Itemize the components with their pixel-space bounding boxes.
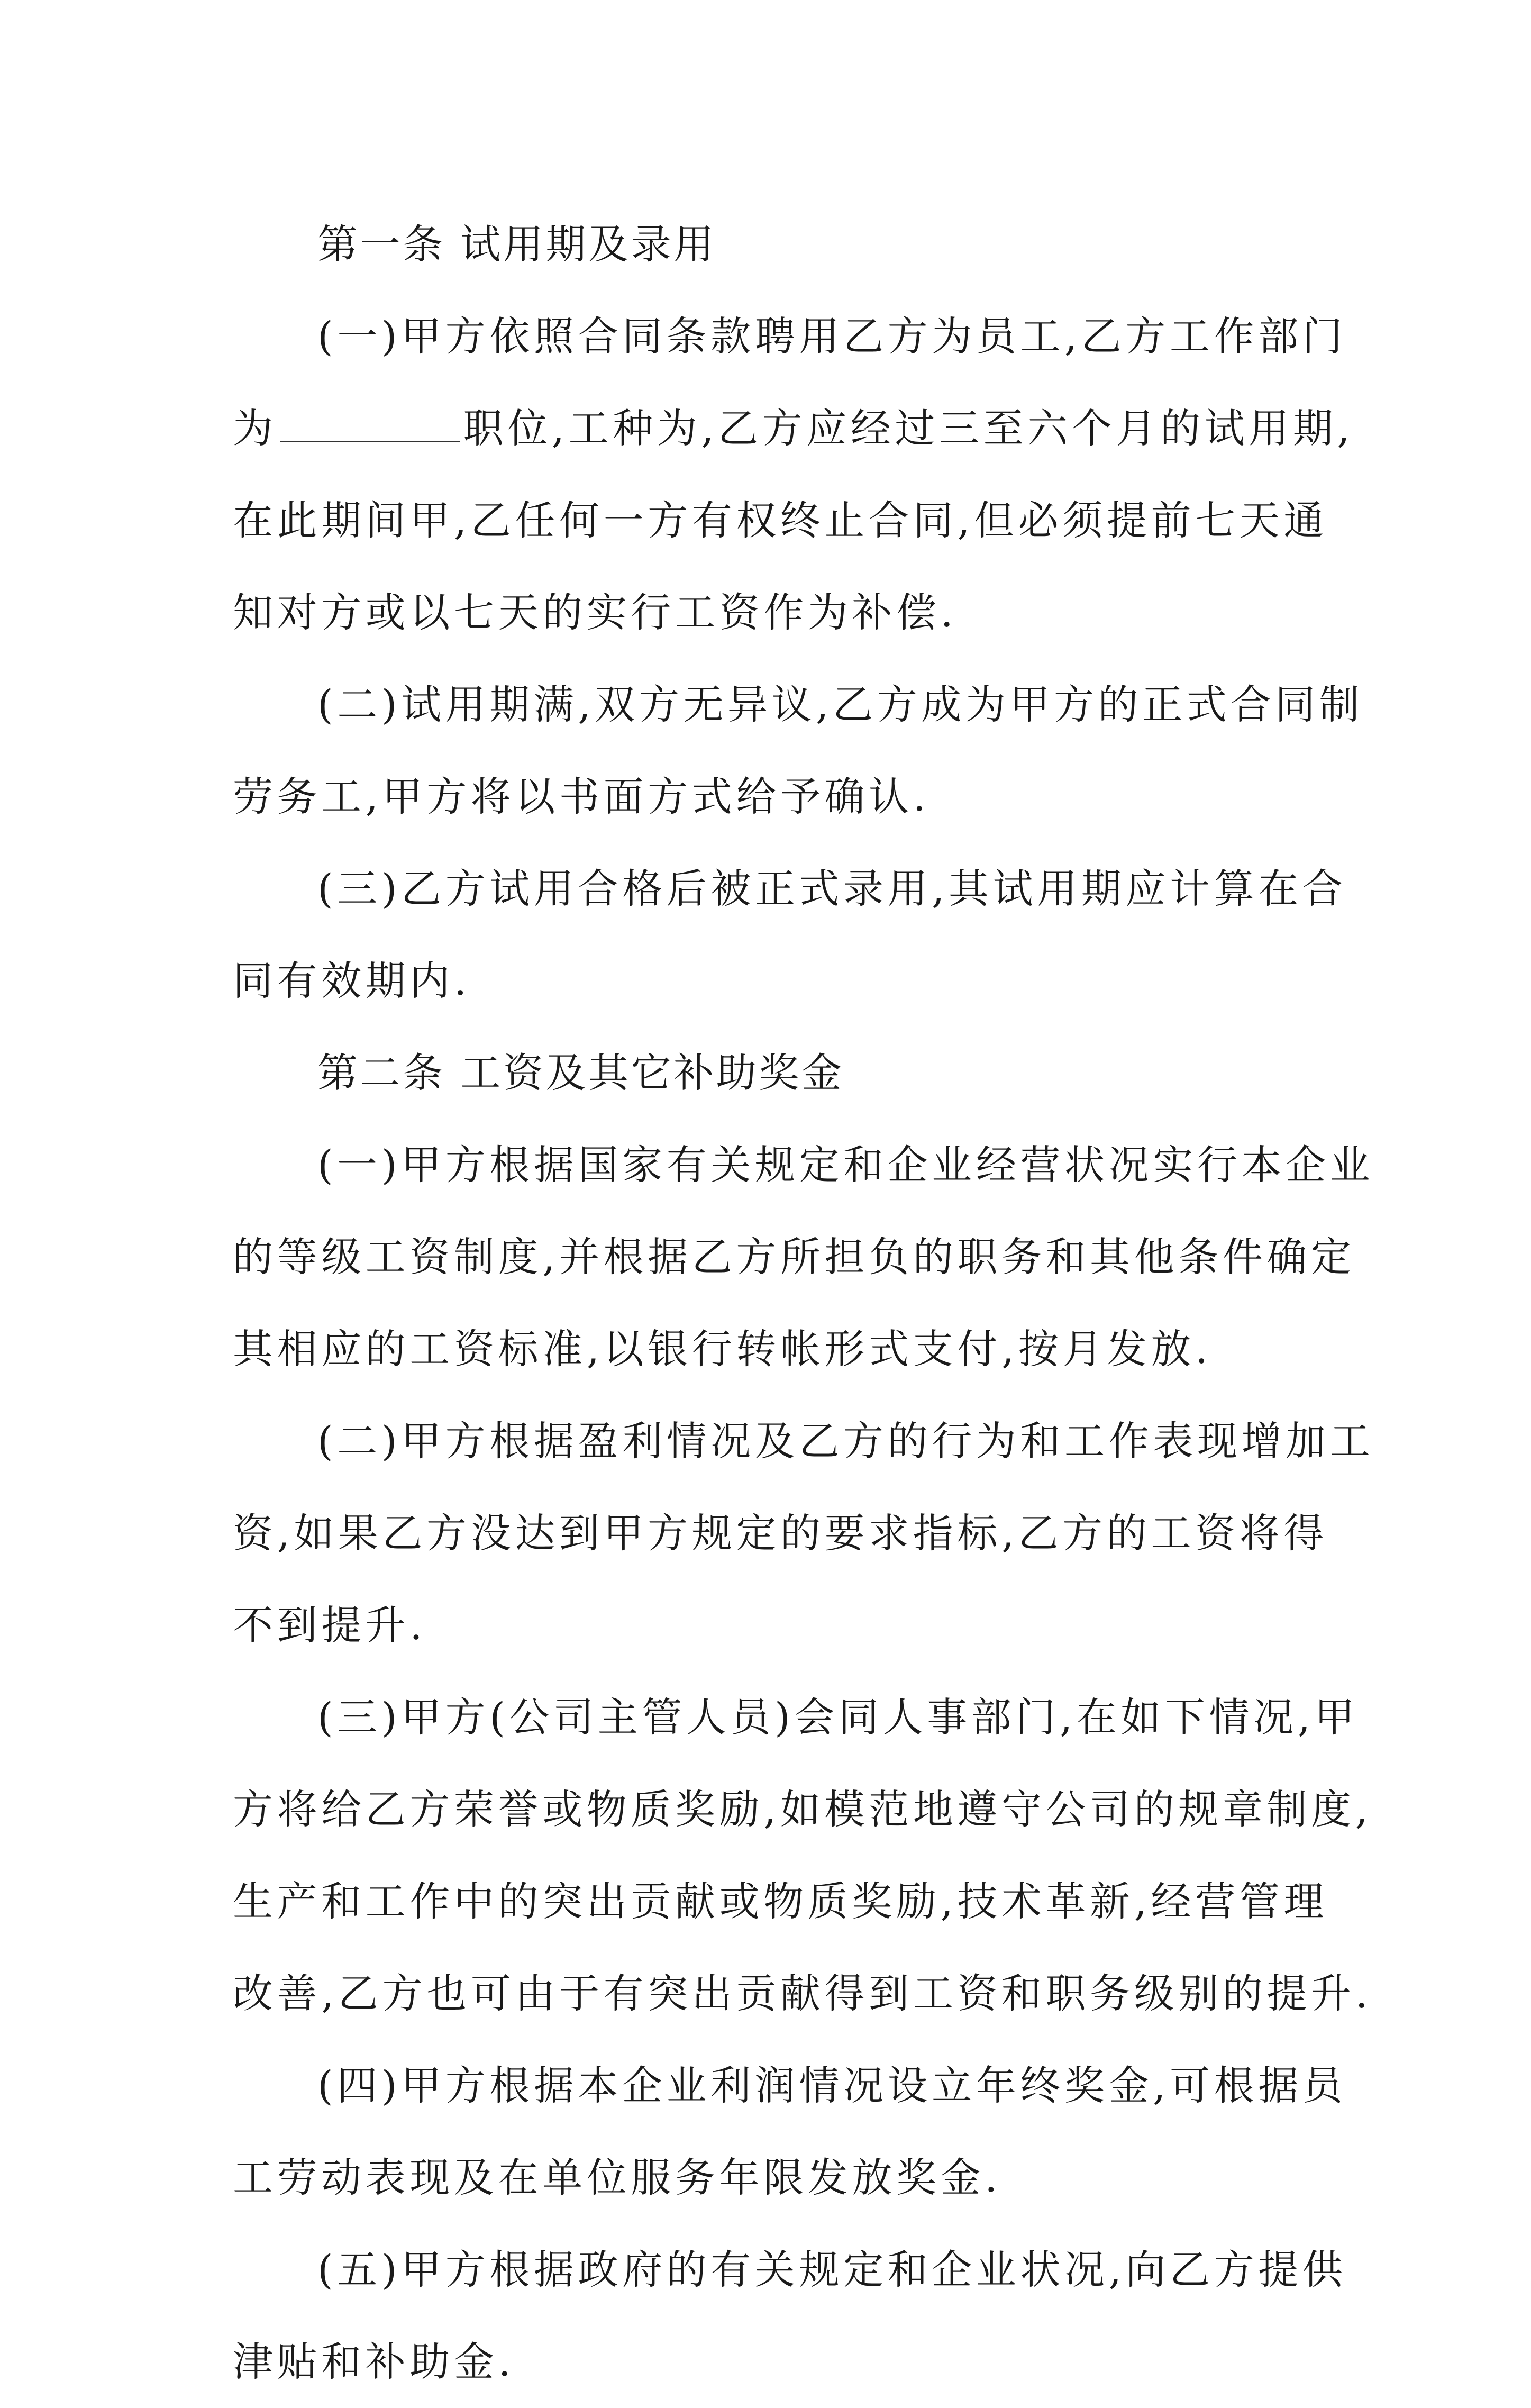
article-1-clause-1 bbox=[233, 290, 1354, 659]
fill-in-blank-department[interactable] bbox=[280, 409, 460, 442]
text-line: (一)甲方依照合同条款聘用乙方为员工,乙方工作部门 bbox=[317, 313, 1347, 360]
text-line: 劳务工,甲方将以书面方式给予确认. bbox=[233, 773, 930, 820]
text-line: 不到提升. bbox=[233, 1602, 427, 1649]
article-1-title: 第一条 试用期及录用 bbox=[317, 221, 716, 268]
text-line: 改善,乙方也可由于有突出贡献得到工资和职务级别的提升. bbox=[233, 1970, 1372, 2017]
article-2-clause-2 bbox=[233, 1395, 1374, 1671]
text-line: (二)试用期满,双方无异议,乙方成为甲方的正式合同制 bbox=[317, 681, 1364, 728]
text-line: 同有效期内. bbox=[233, 957, 471, 1004]
text-line: (一)甲方根据国家有关规定和企业经营状况实行本企业 bbox=[317, 1141, 1374, 1188]
text-line: 工劳动表现及在单位服务年限发放奖金. bbox=[233, 2154, 1001, 2201]
text-line: 其相应的工资标准,以银行转帐形式支付,按月发放. bbox=[233, 1325, 1212, 1373]
document-page bbox=[233, 198, 1374, 2408]
text-line: 津贴和补助金. bbox=[233, 2338, 515, 2385]
text-line: (二)甲方根据盈利情况及乙方的行为和工作表现增加工 bbox=[317, 1417, 1374, 1465]
article-2-title: 第二条 工资及其它补助奖金 bbox=[317, 1049, 844, 1096]
article-2-clause-3 bbox=[233, 1671, 1372, 2040]
article-1-clause-2 bbox=[233, 659, 1364, 843]
text-line: 知对方或以七天的实行工资作为补偿. bbox=[233, 589, 958, 636]
article-1-clause-3 bbox=[233, 843, 1347, 1027]
article-2-clause-4 bbox=[233, 2040, 1347, 2224]
text-line bbox=[233, 383, 1354, 475]
text-line: (三)甲方(公司主管人员)会同人事部门,在如下情况,甲 bbox=[317, 1694, 1359, 1741]
text-line: (三)乙方试用合格后被正式录用,其试用期应计算在合 bbox=[317, 865, 1347, 912]
text-line: (五)甲方根据政府的有关规定和企业状况,向乙方提供 bbox=[317, 2246, 1347, 2293]
text-line: 资,如果乙方没达到甲方规定的要求指标,乙方的工资将得 bbox=[233, 1510, 1328, 1557]
text-span: 职位,工种为,乙方应经过三至六个月的试用期, bbox=[463, 405, 1354, 452]
text-line: (四)甲方根据本企业利润情况设立年终奖金,可根据员 bbox=[317, 2062, 1347, 2109]
text-line: 的等级工资制度,并根据乙方所担负的职务和其他条件确定 bbox=[233, 1233, 1355, 1280]
article-2-clause-5 bbox=[233, 2224, 1347, 2408]
article-2-clause-1 bbox=[233, 1119, 1374, 1395]
text-line: 在此期间甲,乙任何一方有权终止合同,但必须提前七天通 bbox=[233, 497, 1328, 544]
text-line: 生产和工作中的突出贡献或物质奖励,技术革新,经营管理 bbox=[233, 1878, 1328, 1925]
text-line: 方将给乙方荣誉或物质奖励,如模范地遵守公司的规章制度, bbox=[233, 1786, 1372, 1833]
text-span: 为 bbox=[233, 405, 277, 452]
